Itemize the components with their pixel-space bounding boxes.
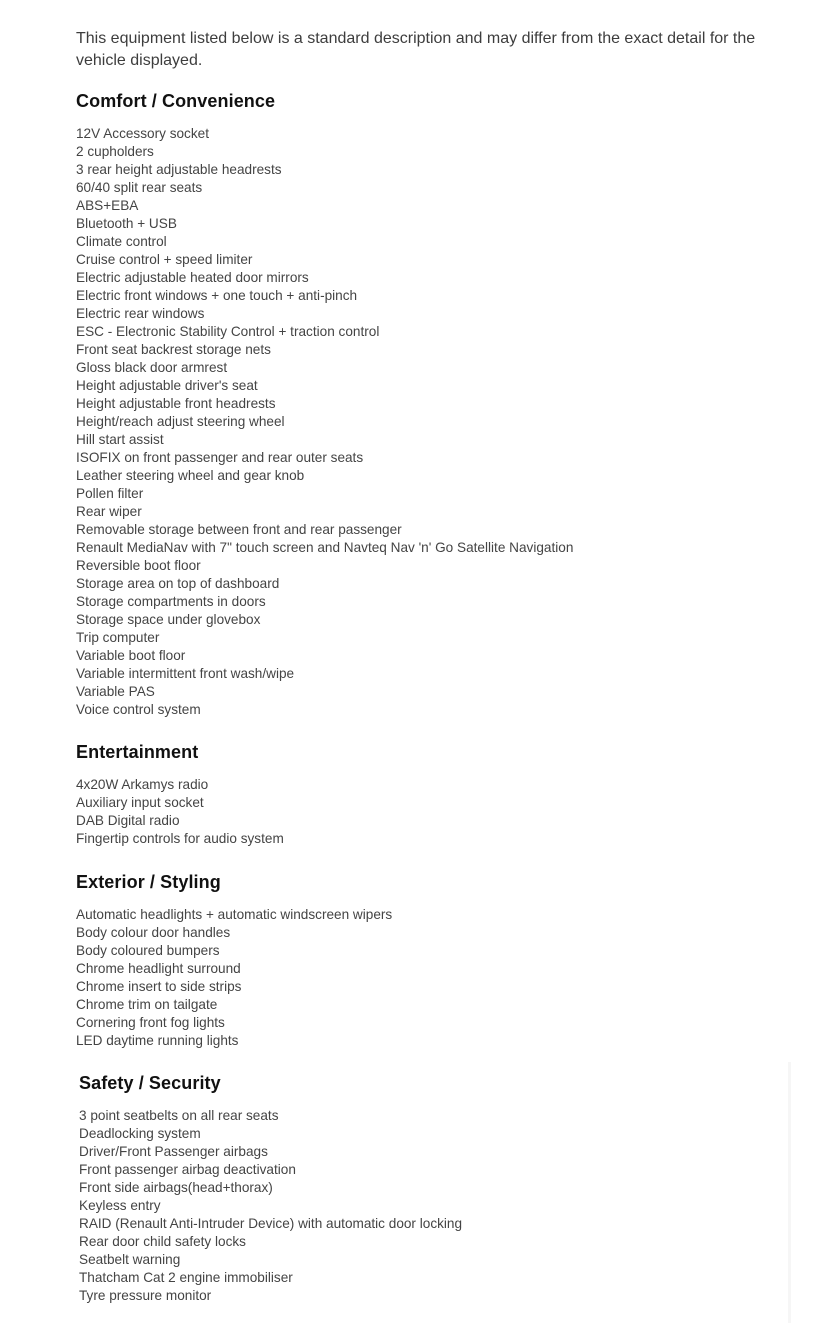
equipment-item: Climate control <box>76 234 167 249</box>
equipment-item: Hill start assist <box>76 432 164 447</box>
section-comfort-convenience <box>76 89 573 719</box>
equipment-item: Trip computer <box>76 630 160 645</box>
equipment-item: Height adjustable driver's seat <box>76 378 258 393</box>
equipment-item: 12V Accessory socket <box>76 126 209 141</box>
equipment-item: ISOFIX on front passenger and rear outer seats <box>76 450 364 465</box>
equipment-item: Automatic headlights + automatic windscreen wipers <box>76 907 393 922</box>
equipment-item: Variable PAS <box>76 684 155 699</box>
equipment-item: Electric rear windows <box>76 306 205 321</box>
equipment-list <box>76 125 573 719</box>
equipment-item: Height/reach adjust steering wheel <box>76 414 285 429</box>
equipment-item: Electric adjustable heated door mirrors <box>76 270 309 285</box>
equipment-item: Renault MediaNav with 7" touch screen and Navteq Nav 'n' Go Satellite Navigation <box>76 540 574 555</box>
equipment-item: Front side airbags(head+thorax) <box>79 1180 273 1195</box>
equipment-item: Deadlocking system <box>79 1126 201 1141</box>
equipment-item: Storage area on top of dashboard <box>76 576 280 591</box>
panel-edge-divider <box>788 1062 791 1323</box>
equipment-item: Electric front windows + one touch + anti-pinch <box>76 288 358 303</box>
section-title: Entertainment <box>76 742 199 762</box>
equipment-disclaimer: This equipment listed below is a standard description and may differ from the exact detail for the vehicle displayed. <box>76 30 756 69</box>
equipment-item: 3 rear height adjustable headrests <box>76 162 282 177</box>
equipment-item: 60/40 split rear seats <box>76 180 203 195</box>
equipment-item: Front seat backrest storage nets <box>76 342 271 357</box>
equipment-item: Body colour door handles <box>76 925 231 940</box>
section-title: Exterior / Styling <box>76 872 221 892</box>
equipment-item: LED daytime running lights <box>76 1033 239 1048</box>
equipment-item: Chrome trim on tailgate <box>76 997 218 1012</box>
section-exterior-styling <box>76 870 392 1050</box>
section-entertainment <box>76 740 284 848</box>
equipment-item: ABS+EBA <box>76 198 139 213</box>
equipment-item: Bluetooth + USB <box>76 216 177 231</box>
equipment-item: Leather steering wheel and gear knob <box>76 468 305 483</box>
equipment-item: Thatcham Cat 2 engine immobiliser <box>79 1270 293 1285</box>
equipment-item: Driver/Front Passenger airbags <box>79 1144 268 1159</box>
equipment-item: DAB Digital radio <box>76 813 180 828</box>
equipment-item: 3 point seatbelts on all rear seats <box>79 1108 279 1123</box>
equipment-item: Variable boot floor <box>76 648 186 663</box>
equipment-item: Body coloured bumpers <box>76 943 220 958</box>
equipment-item: Rear door child safety locks <box>79 1234 246 1249</box>
section-safety-security <box>79 1071 462 1305</box>
equipment-item: Seatbelt warning <box>79 1252 181 1267</box>
equipment-item: 2 cupholders <box>76 144 154 159</box>
equipment-item: Storage compartments in doors <box>76 594 266 609</box>
equipment-item: Removable storage between front and rear passenger <box>76 522 402 537</box>
equipment-item: Chrome insert to side strips <box>76 979 242 994</box>
equipment-list <box>76 776 284 848</box>
equipment-item: ESC - Electronic Stability Control + traction control <box>76 324 380 339</box>
equipment-item: Chrome headlight surround <box>76 961 241 976</box>
equipment-item: Voice control system <box>76 702 201 717</box>
equipment-item: RAID (Renault Anti-Intruder Device) with automatic door locking <box>79 1216 463 1231</box>
equipment-item: Front passenger airbag deactivation <box>79 1162 296 1177</box>
equipment-item: Pollen filter <box>76 486 144 501</box>
equipment-item: Fingertip controls for audio system <box>76 831 284 846</box>
equipment-item: Rear wiper <box>76 504 142 519</box>
equipment-item: Tyre pressure monitor <box>79 1288 212 1303</box>
section-title: Comfort / Convenience <box>76 91 276 111</box>
equipment-list <box>79 1107 462 1305</box>
equipment-item: Auxiliary input socket <box>76 795 204 810</box>
equipment-item: Variable intermittent front wash/wipe <box>76 666 295 681</box>
equipment-item: Cornering front fog lights <box>76 1015 225 1030</box>
equipment-item: Reversible boot floor <box>76 558 201 573</box>
equipment-item: Storage space under glovebox <box>76 612 261 627</box>
equipment-list <box>76 906 392 1050</box>
equipment-item: Cruise control + speed limiter <box>76 252 253 267</box>
equipment-item: Gloss black door armrest <box>76 360 228 375</box>
equipment-item: Keyless entry <box>79 1198 161 1213</box>
equipment-item: Height adjustable front headrests <box>76 396 276 411</box>
section-title: Safety / Security <box>79 1073 221 1093</box>
equipment-item: 4x20W Arkamys radio <box>76 777 209 792</box>
